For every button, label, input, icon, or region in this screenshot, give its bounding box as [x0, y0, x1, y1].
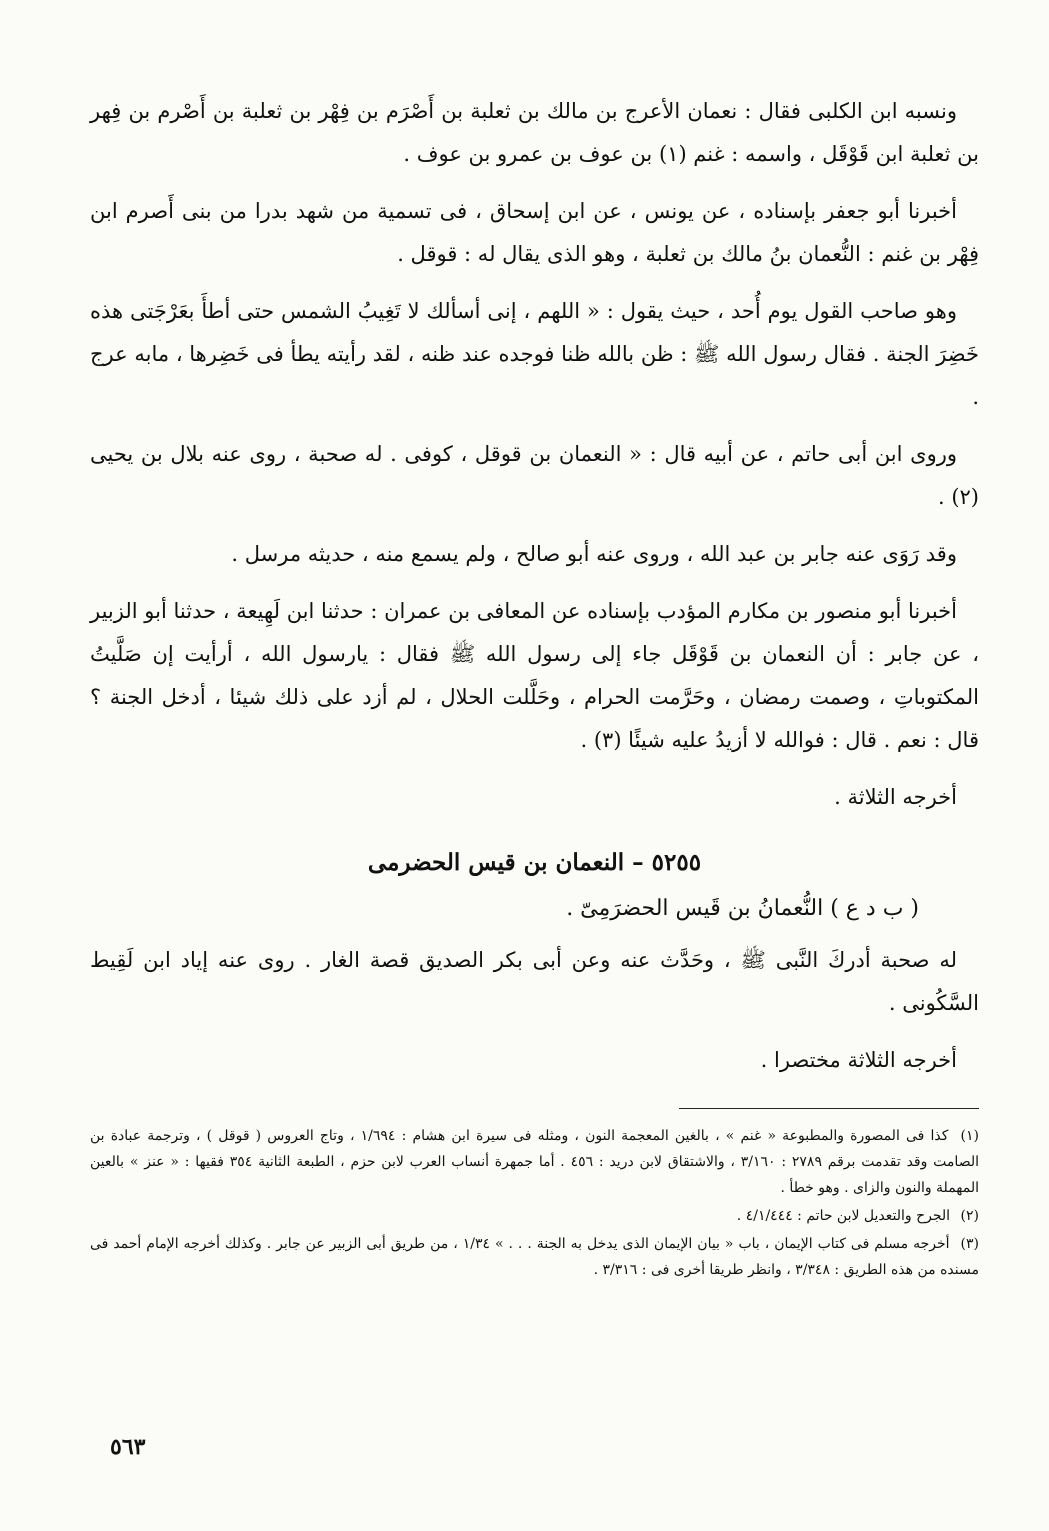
footnote-text: كذا فى المصورة والمطبوعة « غنم » ، بالغين المعجمة النون ، ومثله فى سيرة ابن هشام : ١/٦٩٤ ، وتاج العروس ( قوقل ) ، وترجمة عبادة بن الصامت وقد تقدمت برقم ٢٧٨٩ : ٣/١٦٠ ، والاشتقاق لابن دريد : ٤٥٦ . أما جمهرة أنساب العرب لابن حزم ، الطبعة الثانية ٣٥٤ فقيها : « عنز » بالعين المهملة والنون والزاى . وهو خطأ . — [90, 1128, 979, 1196]
footnotes — [90, 1123, 979, 1283]
footnote-divider — [679, 1108, 979, 1109]
entry-paragraph-companion: له صحبة أدركَ النَّبى ﷺ ، وحَدَّث عنه وعن أبى بكر الصديق قصة الغار . روى عنه إياد ابن لَقِيط السَّكُونى . — [90, 948, 979, 1015]
footnote-3 — [90, 1231, 979, 1283]
entry-heading: ٥٢٥٥ – النعمان بن قيس الحضرمى — [367, 849, 702, 876]
paragraph-narrators: وقد رَوَى عنه جابر بن عبد الله ، وروى عنه أبو صالح ، ولم يسمع منه ، حديثه مرسل . — [231, 542, 957, 566]
paragraph-abi-hatim: وروى ابن أبى حاتم ، عن أبيه قال : « النعمان بن قوقل ، كوفى . له صحبة ، روى عنه بلال بن يحيى (٢) . — [90, 442, 979, 509]
entry-text — [90, 939, 979, 1082]
footnote-number: (٢) — [960, 1208, 979, 1224]
footnote-number: (٣) — [960, 1236, 979, 1252]
paragraph-ikhraj: أخرجه الثلاثة . — [834, 785, 957, 809]
page-number: ٥٦٣ — [110, 1434, 146, 1460]
footnote-text: الجرح والتعديل لابن حاتم : ٤/١/٤٤٤ . — [736, 1208, 951, 1224]
entry-paragraph-ikhraj: أخرجه الثلاثة مختصرا . — [760, 1048, 957, 1072]
main-text — [90, 90, 979, 819]
footnote-1 — [90, 1123, 979, 1201]
footnote-2 — [90, 1203, 979, 1229]
footnote-text: أخرجه مسلم فى كتاب الإيمان ، باب « بيان الإيمان الذى يدخل به الجنة . . . » ١/٣٤ ، من طريق أبى الزبير عن جابر . وكذلك أخرجه الإمام أحمد فى مسنده من هذه الطريق : ٣/٣٤٨ ، وانظر طريقا أخرى فى : ٣/٣١٦ . — [90, 1236, 979, 1278]
paragraph-hadith: أخبرنا أبو منصور بن مكارم المؤدب بإسناده عن المعافى بن عمران : حدثنا ابن لَهِيعة ، حدثنا أبو الزبير ، عن جابر : أن النعمان بن قَوْقَل جاء إلى رسول الله ﷺ فقال : يارسول الله ، أرأيت إن صَلَّيتُ المكتوباتِ ، وصمت رمضان ، وحَرَّمت الحرام ، وحَلَّلت الحلال ، لم أزد على ذلك شيئا ، أدخل الجنة ؟ قال : نعم . قال : فوالله لا أزيدُ عليه شيئًا (٣) . — [90, 599, 979, 752]
entry-subheading: ( ب د ع ) النُّعمانُ بن قَيس الحضرَمِىّ . — [566, 896, 919, 921]
paragraph-badr-attendance: أخبرنا أبو جعفر بإسناده ، عن يونس ، عن ابن إسحاق ، فى تسمية من شهد بدرا من بنى أَصرم ابن فِهْر بن غنم : النُّعمان بنُ مالك بن ثعلبة ، وهو الذى يقال له : قوقل . — [90, 199, 979, 266]
paragraph-lineage: ونسبه ابن الكلبى فقال : نعمان الأعرج بن مالك بن ثعلبة بن أَصْرَم بن فِهْر بن ثعلبة بن أَصْرم بن فِهر بن ثعلبة ابن قَوْقَل ، واسمه : غنم (١) بن عوف بن عمرو بن عوف . — [90, 99, 979, 166]
paragraph-uhud: وهو صاحب القول يوم أُحد ، حيث يقول : « اللهم ، إنى أسألك لا تَغِيبُ الشمس حتى أطأَ بعَرْجَتى هذه خَضِرَ الجنة . فقال رسول الله ﷺ : ظن بالله ظنا فوجده عند ظنه ، لقد رأيته يطأ فى خَضِرها ، مابه عرج . — [90, 299, 979, 409]
footnote-number: (١) — [960, 1128, 980, 1144]
